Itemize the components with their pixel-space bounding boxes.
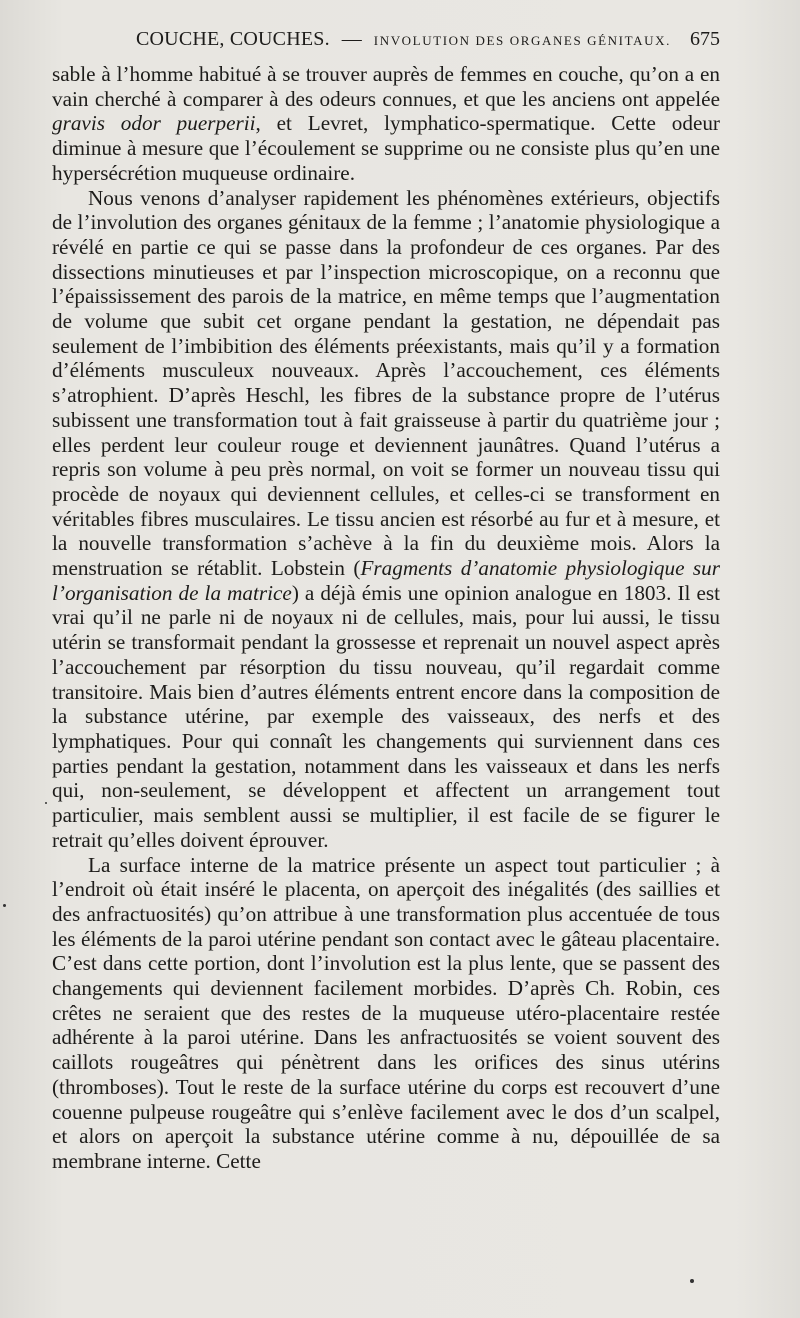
running-header xyxy=(52,28,720,58)
header-subtitle: INVOLUTION DES ORGANES GÉNITAUX. xyxy=(373,33,671,48)
page-number: 675 xyxy=(690,28,720,50)
paragraph-involution-anatomy xyxy=(52,186,720,853)
text-run: sable à l’homme habitué à se trouver auprès de femmes en couche, qu’on a en vain cherché à comparer à des odeurs connues, et que les anciens ont appelée xyxy=(52,62,720,111)
paragraph-continuation xyxy=(52,62,720,186)
print-speck xyxy=(690,1279,694,1283)
text-run: ) a déjà émis une opinion analogue en 1803. Il est vrai qu’il ne parle ni de noyaux ni de cellules, mais, pour lui aussi, le tissu utérin se transformait pendant la grossesse et reprenait un nouvel aspect après l’accouchement par résorption du tissu nouveau, qu’il regardait comme transitoire. Mais bien d’autres éléments entrent encore dans la composition de la substance utérine, par exemple des vaisseaux, des nerfs et des lymphatiques. Pour qui connaît les changements qui surviennent dans ces parties pendant la gestation, notamment dans les vaisseaux et dans les nerfs qui, non-seulement, se développent et affectent un arrangement tout particulier, mais semblent aussi se multiplier, il est facile de se figurer le retrait qu’elles doivent éprouver. xyxy=(52,580,720,852)
text-run: , et Levret, lymphatico-spermatique. Cette odeur diminue à mesure que l’écoulement se supprime ou ne consiste plus qu’en une hypersécrétion muqueuse ordinaire. xyxy=(52,111,720,185)
body-text xyxy=(52,62,720,1174)
header-title: COUCHE, COUCHES. xyxy=(136,28,330,50)
print-speck xyxy=(3,904,6,907)
header-dash: — xyxy=(341,28,362,50)
italic-title-run: Fragments d’anatomie physiologique sur l’organisation de la matrice xyxy=(52,556,720,605)
italic-title-run: gravis odor puerperii xyxy=(52,111,256,136)
text-run: Nous venons d’analyser rapidement les phénomènes extérieurs, objectifs de l’involution des organes génitaux de la femme ; l’anatomie physiologique a révélé en partie ce qui se passe dans la profondeur de ces organes. Par des dissections minutieuses et par l’inspection microscopique, on a reconnu que l’épaississement des parois de la matrice, en même temps que l’augmentation de volume que subit cet organe pendant la gestation, ne dépendait pas seulement de l’imbibition des éléments préexistants, mais qu’il y a formation d’éléments musculeux nouveaux. Après l’accouchement, ces éléments s’atrophient. D’après Heschl, les fibres de la substance propre de l’utérus subissent une transformation tout à fait graisseuse à partir du quatrième jour ; elles perdent leur couleur rouge et deviennent jaunâtres. Quand l’utérus a repris son volume à peu près normal, on voit se former un nouveau tissu qui procède de noyaux qui deviennent cellules, et celles-ci se transforment en véritables fibres musculaires. Le tissu ancien est résorbé au fur et à mesure, et la nouvelle transformation s’achève à la fin du deuxième mois. Alors la menstruation se rétablit. Lobstein ( xyxy=(52,185,720,581)
text-run: La surface interne de la matrice présente un aspect tout particulier ; à l’endroit où était inséré le placenta, on aperçoit des inégalités (des saillies et des anfractuosités) qu’on attribue à une transformation plus accentuée de tous les éléments de la paroi utérine pendant son contact avec le gâteau placentaire. C’est dans cette portion, dont l’involution est la plus lente, que se passent des changements qui deviennent facilement morbides. D’après Ch. Robin, ces crêtes ne seraient que des restes de la muqueuse utéro-placentaire restée adhérente à la paroi utérine. Dans les anfractuosités se voient souvent des caillots rougeâtres qui pénètrent dans les orifices des sinus utérins (thromboses). Tout le reste de la surface utérine du corps est recouvert d’une couenne pulpeuse rougeâtre qui s’enlève facilement avec le dos d’un scalpel, et alors on aperçoit la substance utérine comme à nu, dépouillée de sa membrane interne. Cette xyxy=(52,852,720,1173)
print-speck xyxy=(45,802,47,804)
paragraph-uterine-surface xyxy=(52,853,720,1174)
